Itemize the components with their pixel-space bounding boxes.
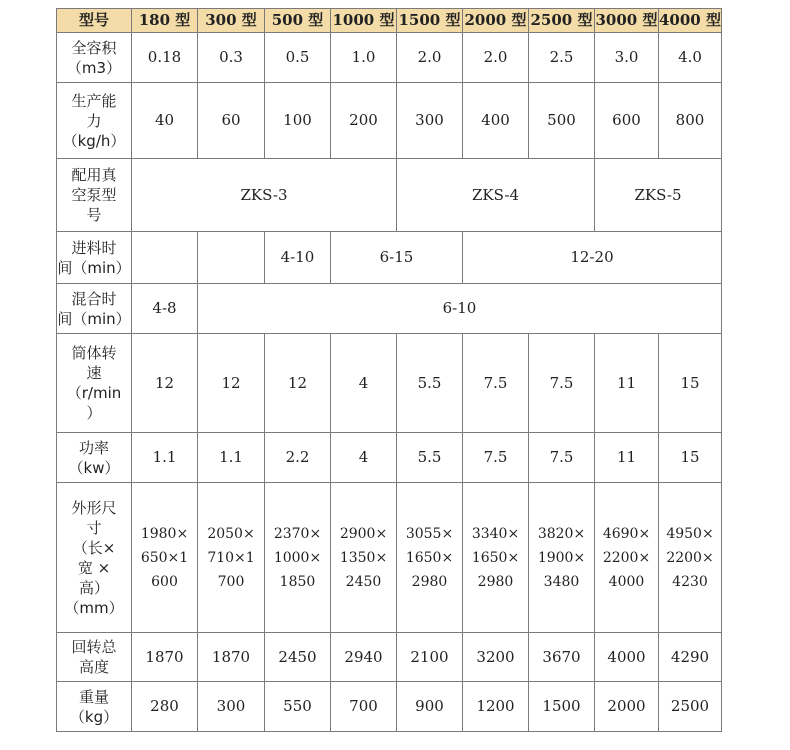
table-cell: 1.1 <box>198 433 265 483</box>
table-cell: 4-8 <box>132 284 198 334</box>
row-label: 重量 （kg） <box>57 682 132 732</box>
row-label: 进料时 间（min） <box>57 232 132 284</box>
table-row-feed-time <box>57 232 722 284</box>
header-model-cell: 1000 型 <box>331 9 397 33</box>
table-cell: 0.3 <box>198 33 265 83</box>
table-cell: 2.5 <box>529 33 595 83</box>
table-cell: 2900× 1350× 2450 <box>331 483 397 633</box>
table-cell: 11 <box>595 334 659 433</box>
table-cell: 3670 <box>529 633 595 682</box>
table-cell <box>132 232 198 284</box>
table-cell: 2370× 1000× 1850 <box>265 483 331 633</box>
table-row-pump <box>57 159 722 232</box>
table-cell: 2.0 <box>463 33 529 83</box>
table-row-capacity <box>57 83 722 159</box>
table-row-volume <box>57 33 722 83</box>
table-cell: 11 <box>595 433 659 483</box>
header-label: 型号 <box>57 9 132 33</box>
row-label: 全容积 （m3） <box>57 33 132 83</box>
header-row <box>57 9 722 33</box>
table-cell: 0.5 <box>265 33 331 83</box>
table-cell: 2500 <box>659 682 722 732</box>
table-cell: 5.5 <box>397 334 463 433</box>
table-cell <box>198 232 265 284</box>
spec-table <box>56 8 722 732</box>
header-model-cell: 4000 型 <box>659 9 722 33</box>
table-cell: 2050× 710×1 700 <box>198 483 265 633</box>
table-cell: 1870 <box>198 633 265 682</box>
row-label: 筒体转 速 （r/min ） <box>57 334 132 433</box>
table-cell: 100 <box>265 83 331 159</box>
table-cell: ZKS-5 <box>595 159 722 232</box>
row-label: 功率 （kw） <box>57 433 132 483</box>
header-model-cell: 180 型 <box>132 9 198 33</box>
table-cell: 2450 <box>265 633 331 682</box>
table-cell: 900 <box>397 682 463 732</box>
table-row-height <box>57 633 722 682</box>
table-cell: 4690× 2200× 4000 <box>595 483 659 633</box>
row-label: 混合时 间（min） <box>57 284 132 334</box>
table-cell: 3.0 <box>595 33 659 83</box>
table-cell: 12 <box>265 334 331 433</box>
table-cell: 2940 <box>331 633 397 682</box>
table-cell: 7.5 <box>463 433 529 483</box>
table-cell: 12-20 <box>463 232 722 284</box>
table-cell: 280 <box>132 682 198 732</box>
table-cell: ZKS-3 <box>132 159 397 232</box>
table-cell: 1.0 <box>331 33 397 83</box>
table-cell: 0.18 <box>132 33 198 83</box>
table-cell: 1500 <box>529 682 595 732</box>
table-cell: 550 <box>265 682 331 732</box>
table-cell: 4 <box>331 334 397 433</box>
row-label: 外形尺 寸 （长× 宽 × 高） （mm） <box>57 483 132 633</box>
table-cell: 300 <box>397 83 463 159</box>
table-cell: 2.0 <box>397 33 463 83</box>
table-cell: 3200 <box>463 633 529 682</box>
header-model-cell: 300 型 <box>198 9 265 33</box>
table-cell: 2100 <box>397 633 463 682</box>
table-cell: 4-10 <box>265 232 331 284</box>
table-cell: 3340× 1650× 2980 <box>463 483 529 633</box>
table-cell: 1.1 <box>132 433 198 483</box>
table-cell: 40 <box>132 83 198 159</box>
table-cell: 2000 <box>595 682 659 732</box>
table-cell: 12 <box>198 334 265 433</box>
table-cell: 500 <box>529 83 595 159</box>
table-cell: 7.5 <box>529 334 595 433</box>
table-cell: 2.2 <box>265 433 331 483</box>
header-model-cell: 2500 型 <box>529 9 595 33</box>
table-cell: 4 <box>331 433 397 483</box>
table-cell: 3820× 1900× 3480 <box>529 483 595 633</box>
table-cell: 4.0 <box>659 33 722 83</box>
table-cell: 1980× 650×1 600 <box>132 483 198 633</box>
table-cell: 4290 <box>659 633 722 682</box>
header-model-cell: 2000 型 <box>463 9 529 33</box>
table-cell: 7.5 <box>463 334 529 433</box>
table-cell: 60 <box>198 83 265 159</box>
table-row-speed <box>57 334 722 433</box>
table-cell: 1200 <box>463 682 529 732</box>
table-cell: 4000 <box>595 633 659 682</box>
table-cell: 15 <box>659 334 722 433</box>
table-cell: 6-10 <box>198 284 722 334</box>
table-cell: 200 <box>331 83 397 159</box>
row-label: 回转总 高度 <box>57 633 132 682</box>
header-model-cell: 3000 型 <box>595 9 659 33</box>
table-cell: 400 <box>463 83 529 159</box>
row-label: 配用真 空泵型 号 <box>57 159 132 232</box>
table-cell: 300 <box>198 682 265 732</box>
row-label: 生产能 力 （kg/h） <box>57 83 132 159</box>
table-cell: 12 <box>132 334 198 433</box>
header-model-cell: 500 型 <box>265 9 331 33</box>
table-cell: 700 <box>331 682 397 732</box>
table-cell: 4950× 2200× 4230 <box>659 483 722 633</box>
table-cell: ZKS-4 <box>397 159 595 232</box>
table-row-mix-time <box>57 284 722 334</box>
table-cell: 7.5 <box>529 433 595 483</box>
table-cell: 600 <box>595 83 659 159</box>
table-cell: 15 <box>659 433 722 483</box>
table-row-dimensions <box>57 483 722 633</box>
table-cell: 1870 <box>132 633 198 682</box>
header-model-cell: 1500 型 <box>397 9 463 33</box>
table-cell: 800 <box>659 83 722 159</box>
table-row-weight <box>57 682 722 732</box>
table-row-power <box>57 433 722 483</box>
table-cell: 5.5 <box>397 433 463 483</box>
table-cell: 6-15 <box>331 232 463 284</box>
table-cell: 3055× 1650× 2980 <box>397 483 463 633</box>
